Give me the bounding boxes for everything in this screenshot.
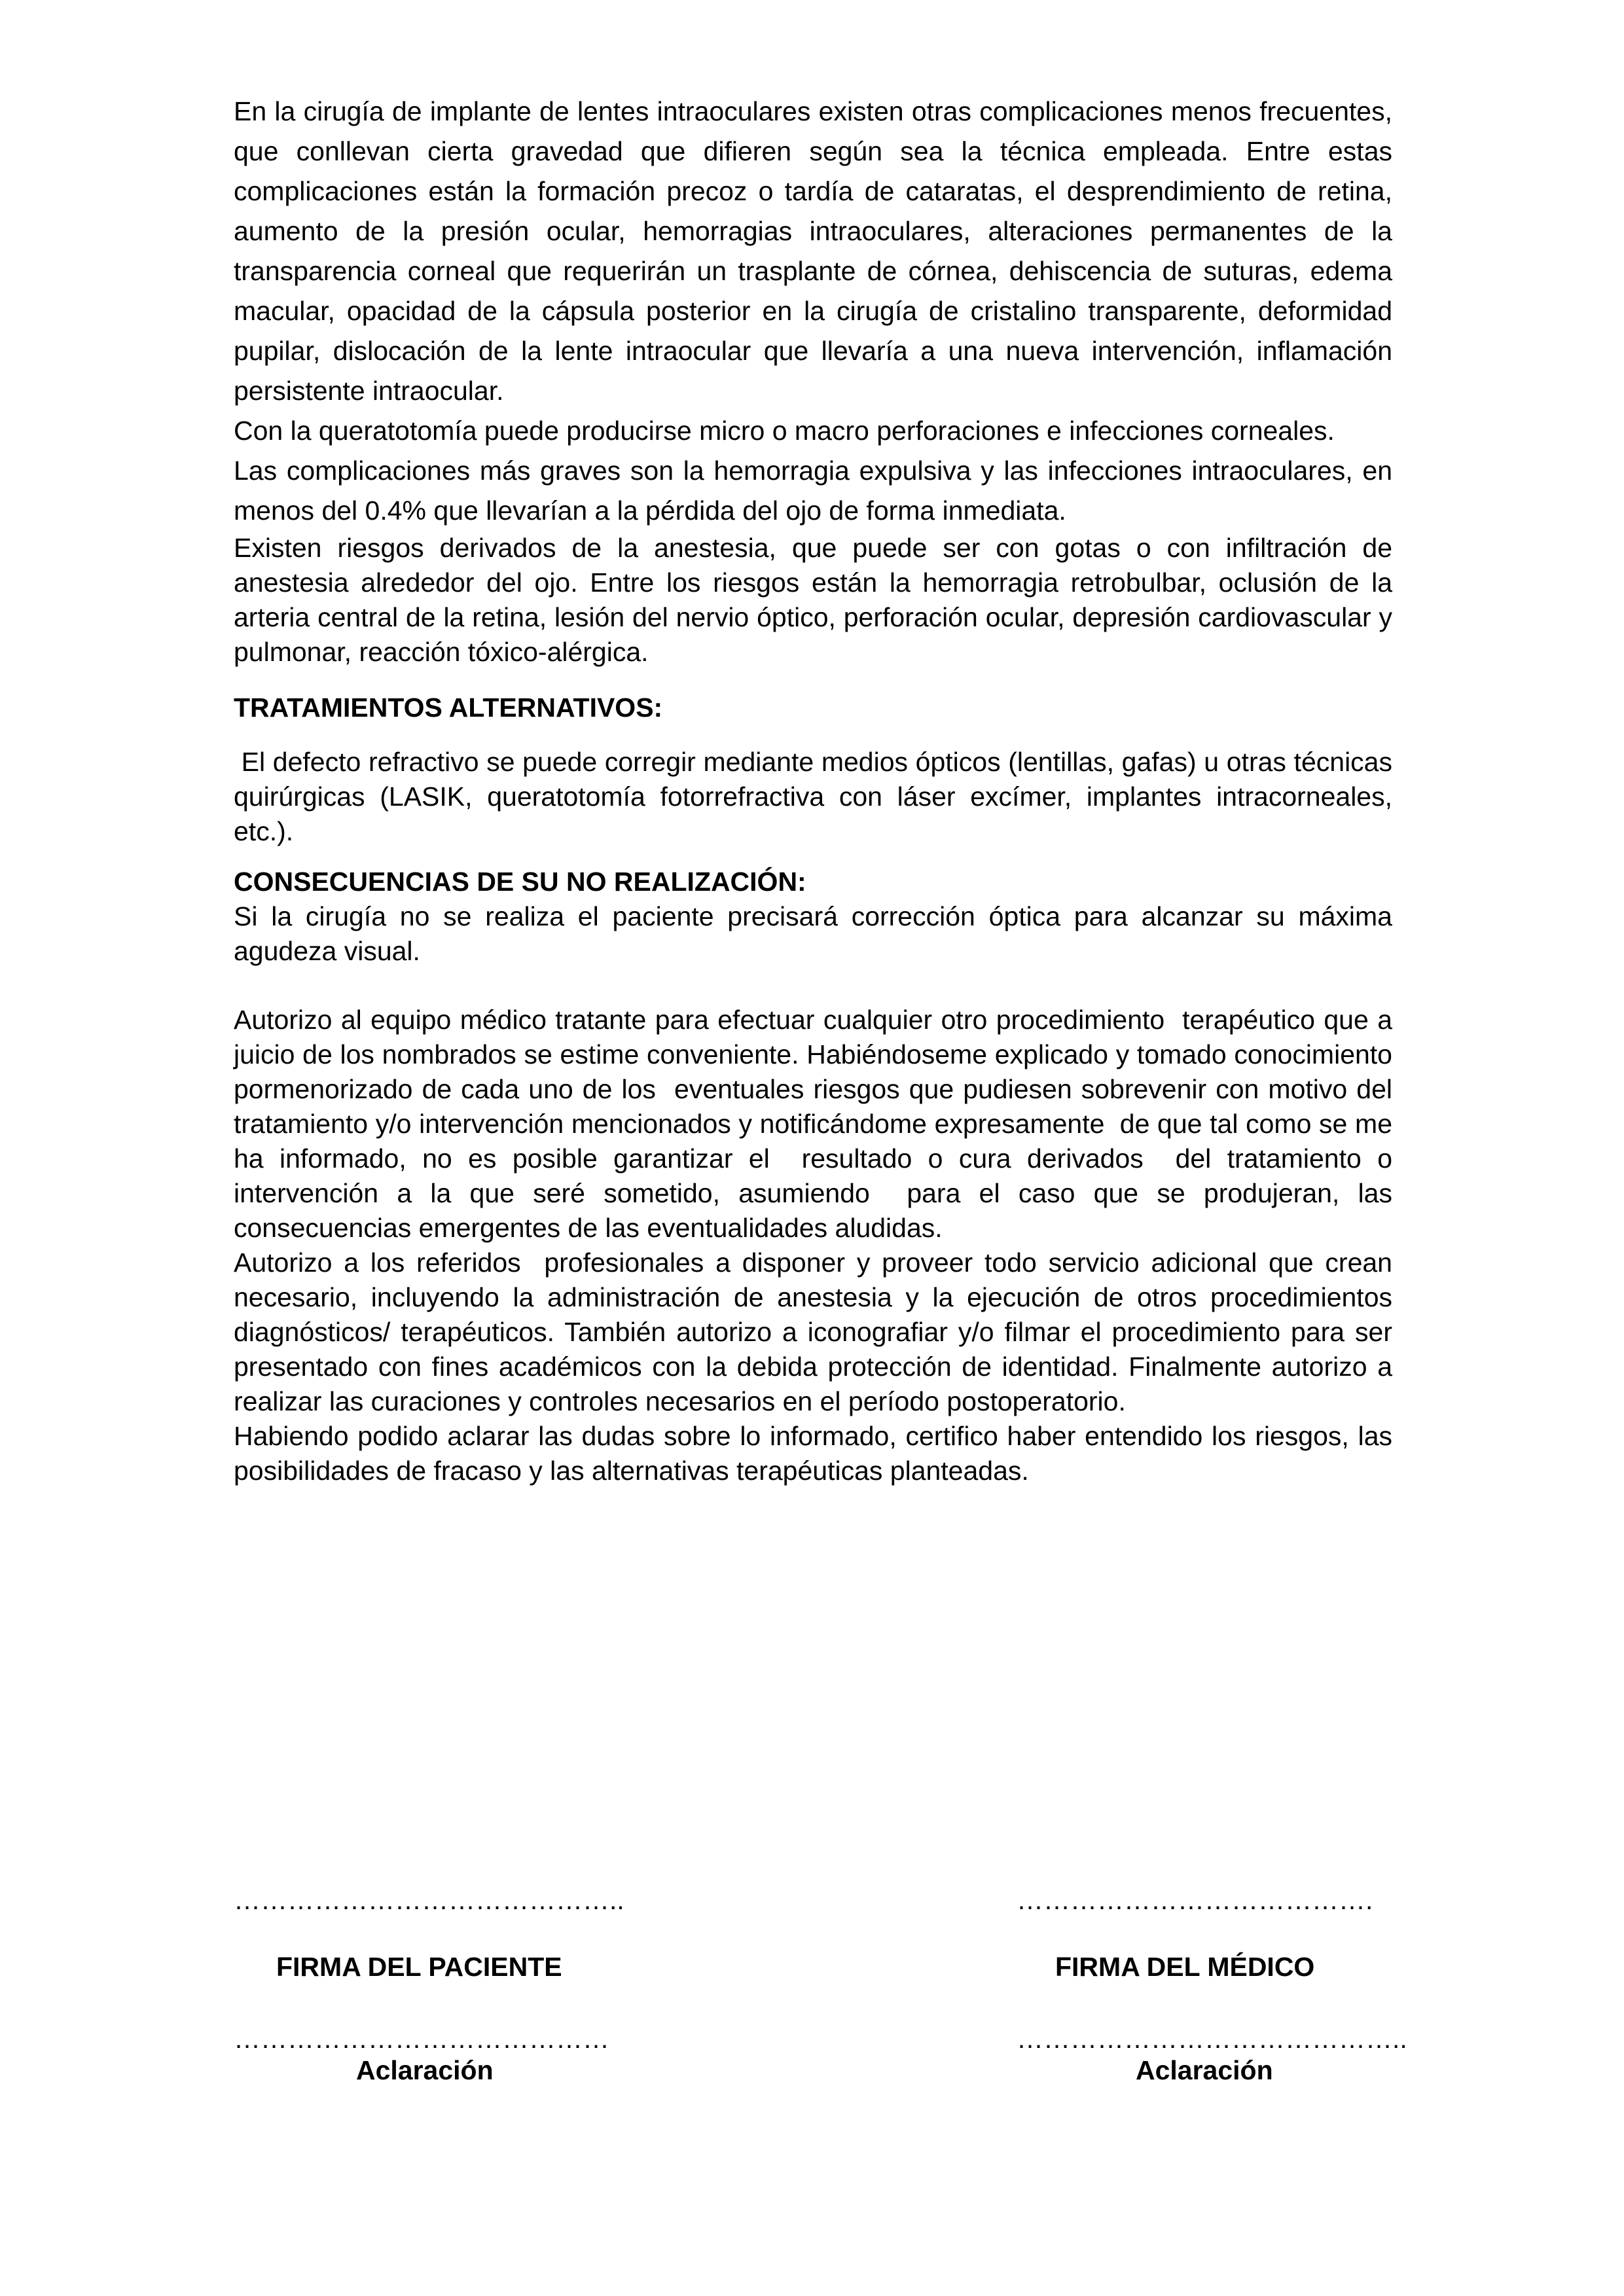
heading-alternative-treatments: TRATAMIENTOS ALTERNATIVOS:: [234, 692, 663, 723]
paragraph-alternative-treatments: El defecto refractivo se puede corregir mediante medios ópticos (lentillas, gafas) u otras técnicas quirúrgicas (LASIK, queratotomía fotorrefractiva con láser excímer, implantes intracorneales, etc.).: [234, 747, 1400, 846]
doctor-clarification-line[interactable]: ……………………………………..: [1017, 2024, 1407, 2054]
patient-clarification-line[interactable]: ……………………………………: [234, 2024, 609, 2054]
paragraph-certification: Habiendo podido aclarar las dudas sobre lo informado, certifico haber entendido los riesgos, las posibilidades de fracaso y las alternativas terapéuticas planteadas.: [234, 1421, 1392, 1486]
paragraph-consequences: Si la cirugía no se realiza el paciente precisará corrección óptica para alcanzar su máxima agudeza visual.: [234, 901, 1392, 966]
paragraph-authorization-services: Autorizo a los referidos profesionales a disponer y proveer todo servicio adicional que crean necesario, incluyendo la administración de anestesia y la ejecución de otros procedimientos diagnósticos/ terapéuticos. También autorizo a iconografiar y/o filmar el procedimiento para ser presentado con fines académicos con la debida protección de identidad. Finalmente autorizo a realizar las curaciones y controles necesarios en el período postoperatorio.: [234, 1247, 1400, 1416]
paragraph-severe-complications: Las complicaciones más graves son la hemorragia expulsiva y las infecciones intraoculares, en menos del 0.4% que llevarían a la pérdida del ojo de forma inmediata.: [234, 456, 1392, 526]
paragraph-anesthesia-risks: Existen riesgos derivados de la anestesia, que puede ser con gotas o con infiltración de anestesia alrededor del ojo. Entre los riesgos están la hemorragia retrobulbar, oclusión de la arteria central de la retina, lesión del nervio óptico, perforación ocular, depresión cardiovascular y pulmonar, reacción tóxico-alérgica.: [234, 533, 1392, 667]
paragraph-keratotomy: Con la queratotomía puede producirse micro o macro perforaciones e infecciones corneales.: [234, 416, 1335, 446]
consent-document-body: [234, 92, 1400, 1488]
patient-clarification-label: Aclaración: [356, 2055, 494, 2085]
patient-signature-line[interactable]: ……………………………………..: [234, 1885, 624, 1915]
doctor-clarification-label: Aclaración: [1136, 2055, 1273, 2085]
paragraph-complications: En la cirugía de implante de lentes intraoculares existen otras complicaciones menos frecuentes, que conllevan cierta gravedad que difieren según sea la técnica empleada. Entre estas complicaciones están la formación precoz o tardía de cataratas, el desprendimiento de retina, aumento de la presión ocular, hemorragias intraoculares, alteraciones permanentes de la transparencia corneal que requerirán un trasplante de córnea, dehiscencia de suturas, edema macular, opacidad de la cápsula posterior en la cirugía de cristalino transparente, deformidad pupilar, dislocación de la lente intraocular que llevaría a una nueva intervención, inflamación persistente intraocular.: [234, 96, 1392, 406]
patient-signature-label: FIRMA DEL PACIENTE: [276, 1952, 562, 1982]
doctor-signature-label: FIRMA DEL MÉDICO: [1055, 1952, 1315, 1982]
paragraph-authorization-treatment: Autorizo al equipo médico tratante para efectuar cualquier otro procedimiento terapéutico que a juicio de los nombrados se estime conveniente. Habiéndoseme explicado y tomado conocimiento pormenorizado de cada uno de los eventuales riesgos que pudiesen sobrevenir con motivo del tratamiento y/o intervención mencionados y notificándome expresamente de que tal como se me ha informado, no es posible garantizar el resultado o cura derivados del tratamiento o intervención a la que seré sometido, asumiendo para el caso que se produjeran, las consecuencias emergentes de las eventualidades aludidas.: [234, 1005, 1400, 1243]
heading-consequences: CONSECUENCIAS DE SU NO REALIZACIÓN:: [234, 867, 806, 897]
doctor-signature-line[interactable]: ………………………………….: [1017, 1885, 1373, 1915]
